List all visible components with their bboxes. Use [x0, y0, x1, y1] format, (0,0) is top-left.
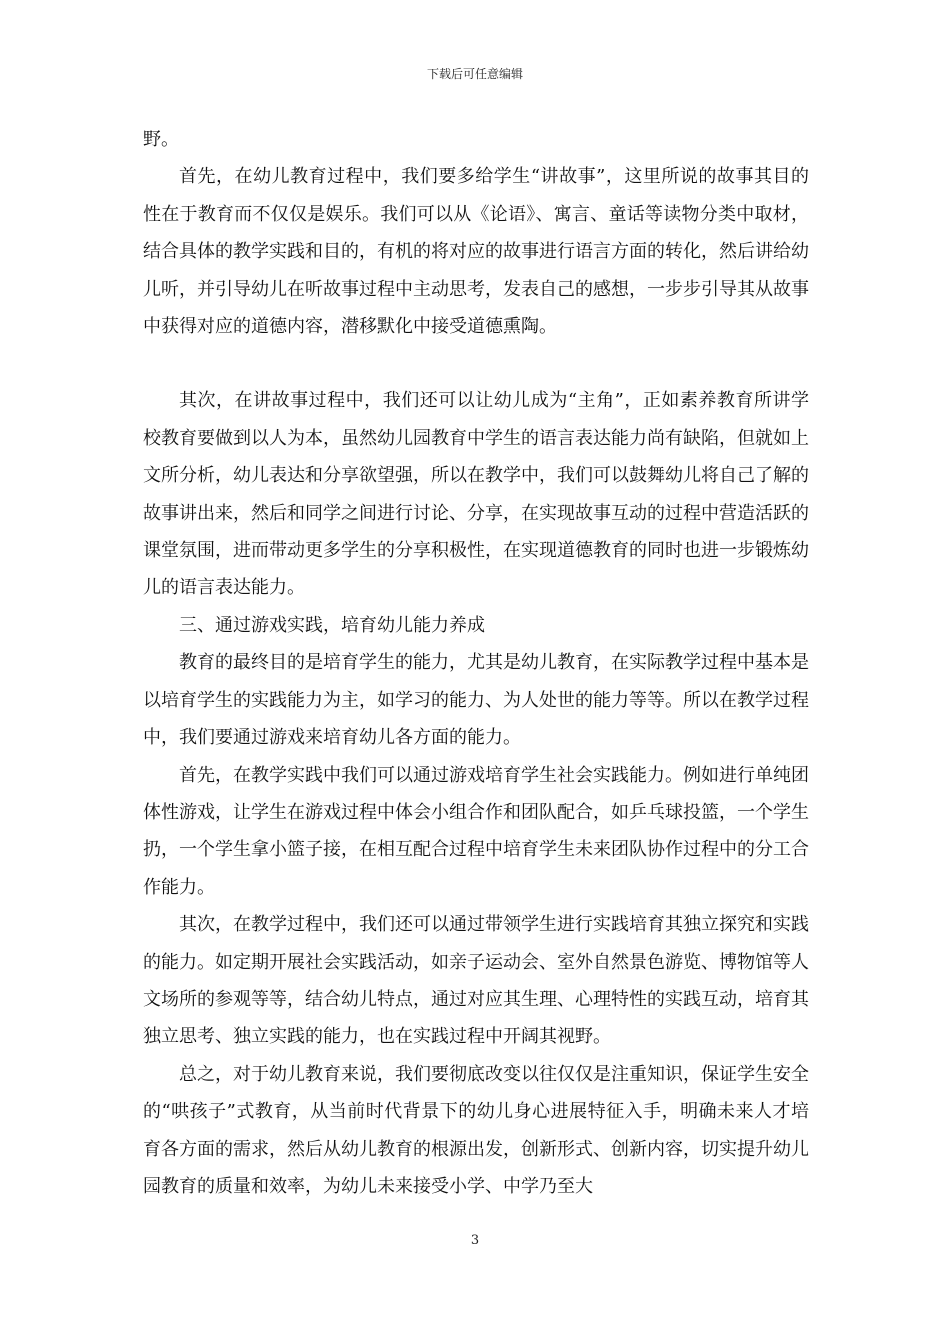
- paragraph-conclusion: 总之，对于幼儿教育来说，我们要彻底改变以往仅仅是注重知识，保证学生安全的“哄孩子”式教育，从当前时代背景下的幼儿身心进展特征入手，明确未来人才培育各方面的需求，然后从幼儿教育的根源出发，创新形式、创新内容，切实提升幼儿园教育的质量和效率，为幼儿未来接受小学、中学乃至大: [143, 1063, 809, 1197]
- page-number: 3: [470, 1233, 480, 1248]
- paragraph-continuation: 野。: [143, 129, 179, 150]
- section-heading: 三、通过游戏实践，培育幼儿能力养成: [179, 614, 485, 636]
- document-body: [143, 121, 809, 1205]
- paragraph-storytelling: 首先，在幼儿教育过程中，我们要多给学生“讲故事”，这里所说的故事其目的性在于教育而不仅仅是娱乐。我们可以从《论语》、寓言、童话等读物分类中取材，结合具体的教学实践和目的，有机的将对应的故事进行语言方面的转化，然后讲给幼儿听，并引导幼儿在听故事过程中主动思考，发表自己的感想，一步步引导其从故事中获得对应的道德内容，潜移默化中接受道德熏陶。: [143, 166, 809, 338]
- page-header: 下载后可任意编辑: [426, 67, 523, 81]
- paragraph-practice-activities: 其次，在教学过程中，我们还可以通过带领学生进行实践培育其独立探究和实践的能力。如定期开展社会实践活动，如亲子运动会、室外自然景色游览、博物馆等人文场所的参观等等，结合幼儿特点，通过对应其生理、心理特性的实践互动，培育其独立思考、独立实践的能力，也在实践过程中开阔其视野。: [143, 914, 809, 1048]
- paragraph-group-games: 首先，在教学实践中我们可以通过游戏培育学生社会实践能力。例如进行单纯团体性游戏，让学生在游戏过程中体会小组合作和团队配合，如乒乓球投篮，一个学生扔，一个学生拿小篮子接，在相互配合过程中培育学生未来团队协作过程中的分工合作能力。: [143, 764, 809, 898]
- paragraph-gap: [143, 345, 809, 382]
- paragraph-child-protagonist: 其次，在讲故事过程中，我们还可以让幼儿成为“主角”，正如素养教育所讲学校教育要做到以人为本，虽然幼儿园教育中学生的语言表达能力尚有缺陷，但就如上文所分析，幼儿表达和分享欲望强，所以在教学中，我们可以鼓舞幼儿将自己了解的故事讲出来，然后和同学之间进行讨论、分享，在实现故事互动的过程中营造活跃的课堂氛围，进而带动更多学生的分享积极性，在实现道德教育的同时也进一步锻炼幼儿的语言表达能力。: [143, 390, 809, 599]
- paragraph-education-goal: 教育的最终目的是培育学生的能力，尤其是幼儿教育，在实际教学过程中基本是以培育学生的实践能力为主，如学习的能力、为人处世的能力等等。所以在教学过程中，我们要通过游戏来培育幼儿各方面的能力。: [143, 652, 809, 749]
